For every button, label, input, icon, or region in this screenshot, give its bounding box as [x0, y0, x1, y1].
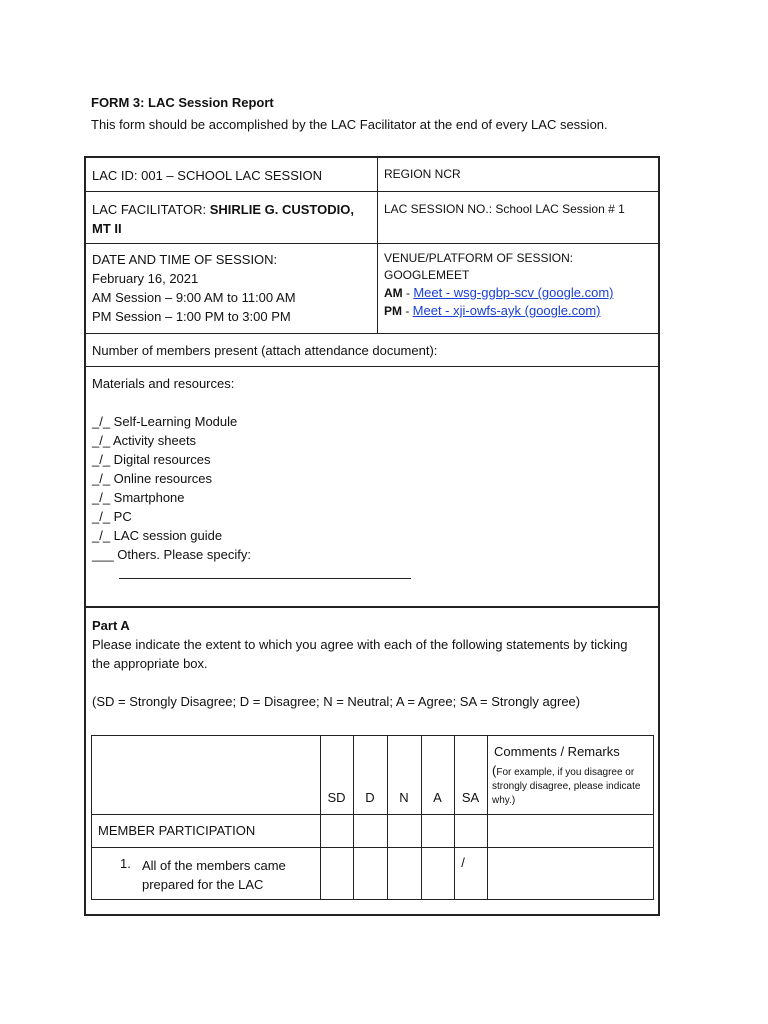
column-divider: [377, 244, 378, 333]
session-number: LAC SESSION NO.: School LAC Session # 1: [384, 202, 625, 216]
part-a-block: [92, 616, 642, 711]
row-part-a: [86, 608, 658, 914]
item-number: 1.: [120, 856, 131, 871]
material-item: _/_ LAC session guide: [92, 528, 223, 543]
report-form-table: [84, 156, 660, 916]
row-facilitator: [86, 192, 658, 244]
facilitator-name: SHIRLIE G. CUSTODIO, MT II: [92, 202, 354, 236]
am-separator: -: [402, 286, 414, 300]
date-time-block: [92, 250, 296, 326]
am-label: AM: [384, 286, 403, 300]
pm-link-line: [384, 302, 613, 320]
comments-hint-paren: (: [492, 763, 497, 778]
material-item: _/_ Self-Learning Module: [92, 414, 238, 429]
rating-legend: (SD = Strongly Disagree; D = Disagree; N = Neutral; A = Agree; SA = Strongly agree): [92, 694, 581, 709]
col-header-a: A: [433, 790, 442, 805]
lac-id: LAC ID: 001 – SCHOOL LAC SESSION: [92, 168, 322, 183]
pm-meet-link[interactable]: Meet - xji-owfs-ayk (google.com): [412, 303, 601, 318]
am-meet-link[interactable]: Meet - wsg-ggbp-scv (google.com): [413, 285, 614, 300]
item-statement: All of the members came prepared for the LAC: [142, 858, 286, 892]
col-divider: [320, 736, 321, 899]
venue-platform: GOOGLEMEET: [384, 268, 470, 282]
column-divider: [377, 192, 378, 243]
comments-hint-text: For example, if you disagree or strongly disagree, please indicate why.): [492, 767, 641, 806]
materials-heading: Materials and resources:: [92, 376, 235, 391]
row-divider: [92, 814, 653, 815]
section-member-participation: MEMBER PARTICIPATION: [98, 823, 256, 838]
pm-label: PM: [384, 304, 402, 318]
form-title: FORM 3: LAC Session Report: [91, 95, 274, 110]
facilitator: [92, 200, 372, 238]
members-present: Number of members present (attach attendance document):: [92, 343, 438, 358]
row-materials: [86, 367, 658, 608]
venue-block: [384, 250, 613, 320]
col-header-sd: SD: [327, 790, 346, 805]
part-a-instruction: Please indicate the extent to which you agree with each of the following statements by ticking the appropriate box.: [92, 637, 628, 671]
pm-session: PM Session – 1:00 PM to 3:00 PM: [92, 309, 291, 324]
venue-label: VENUE/PLATFORM OF SESSION:: [384, 251, 574, 265]
materials-list: [92, 374, 251, 564]
col-header-d: D: [365, 790, 375, 805]
column-divider: [377, 158, 378, 191]
row-members-present: [86, 334, 658, 367]
rating-table: [91, 735, 654, 900]
material-item-others: ___ Others. Please specify:: [92, 547, 251, 562]
col-header-sa: SA: [461, 790, 480, 805]
row-lac-id: [86, 158, 658, 192]
material-item: _/_ Activity sheets: [92, 433, 197, 448]
comments-title: Comments / Remarks: [494, 744, 620, 759]
date-label: DATE AND TIME OF SESSION:: [92, 252, 278, 267]
col-divider: [487, 736, 488, 899]
session-date: February 16, 2021: [92, 271, 199, 286]
material-item: _/_ Digital resources: [92, 452, 211, 467]
form-subtitle: This form should be accomplished by the LAC Facilitator at the end of every LAC session.: [91, 117, 608, 132]
am-link-line: [384, 284, 613, 302]
col-divider: [454, 736, 455, 899]
material-item: _/_ Online resources: [92, 471, 212, 486]
part-a-heading: Part A: [92, 618, 130, 633]
specify-blank-line[interactable]: [119, 578, 411, 579]
region: REGION NCR: [384, 167, 461, 181]
row-divider: [92, 847, 653, 848]
row-date-venue: [86, 244, 658, 334]
pm-separator: -: [402, 304, 413, 318]
col-divider: [421, 736, 422, 899]
col-divider: [387, 736, 388, 899]
material-item: _/_ PC: [92, 509, 132, 524]
col-header-n: N: [399, 790, 409, 805]
comments-hint: [492, 764, 652, 808]
item-mark-sa[interactable]: /: [461, 855, 465, 870]
facilitator-label: LAC FACILITATOR:: [92, 202, 210, 217]
col-divider: [353, 736, 354, 899]
am-session: AM Session – 9:00 AM to 11:00 AM: [92, 290, 296, 305]
material-item: _/_ Smartphone: [92, 490, 185, 505]
